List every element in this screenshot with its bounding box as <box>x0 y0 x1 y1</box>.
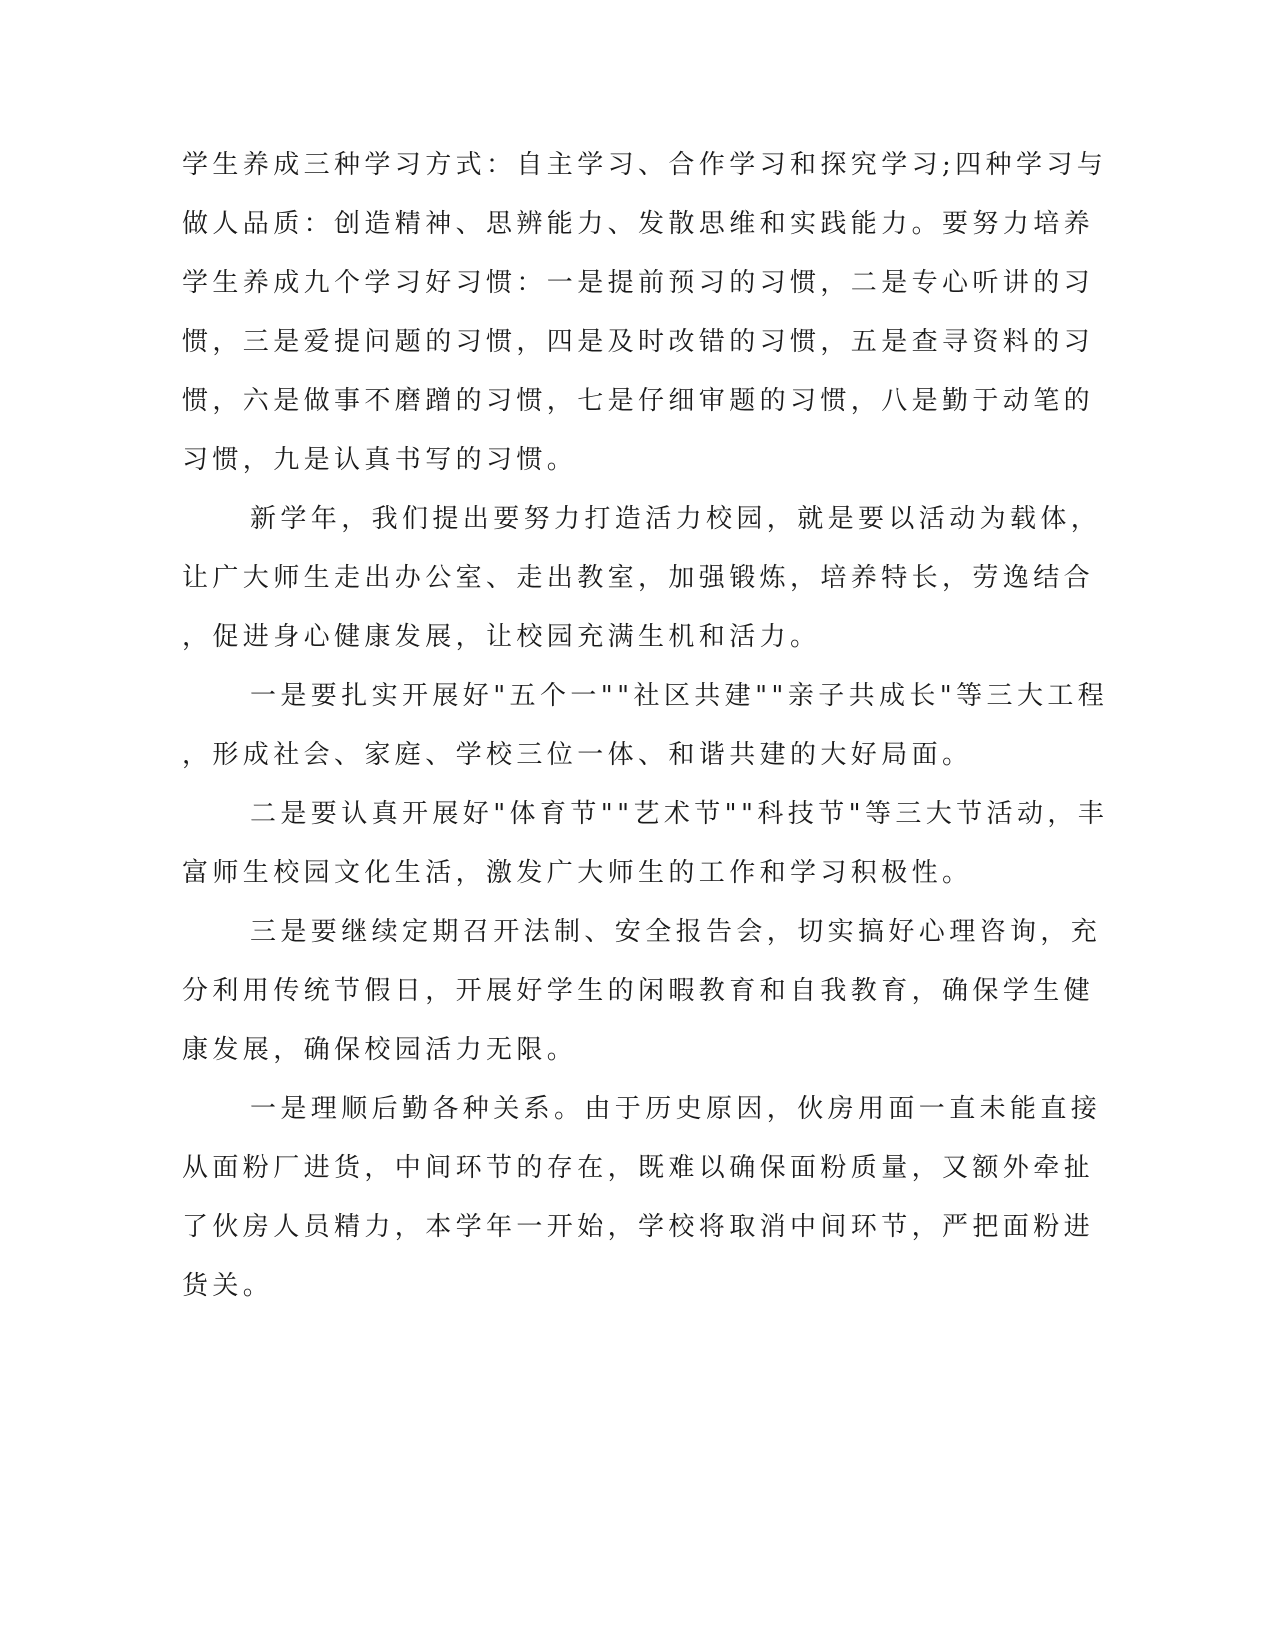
text-line: 学生养成九个学习好习惯：一是提前预习的习惯，二是专心听讲的习 <box>182 268 1095 298</box>
text-line: 惯，三是爱提问题的习惯，四是及时改错的习惯，五是查寻资料的习 <box>182 327 1095 357</box>
text-line: 惯，六是做事不磨蹭的习惯，七是仔细审题的习惯，八是勤于动笔的 <box>182 386 1095 416</box>
text-line: 了伙房人员精力，本学年一开始，学校将取消中间环节，严把面粉进 <box>182 1212 1095 1242</box>
paragraph-logistics <box>182 1080 1102 1316</box>
text-line: 新学年，我们提出要努力打造活力校园，就是要以活动为载体， <box>250 504 1102 534</box>
paragraph-active-campus <box>182 490 1102 667</box>
text-line: 让广大师生走出办公室、走出教室，加强锻炼，培养特长，劳逸结合 <box>182 563 1095 593</box>
text-line: 富师生校园文化生活，激发广大师生的工作和学习积极性。 <box>182 858 973 888</box>
text-line: ，促进身心健康发展，让校园充满生机和活力。 <box>182 622 821 652</box>
document-body <box>182 136 1109 1316</box>
text-line: 一是理顺后勤各种关系。由于历史原因，伙房用面一直未能直接 <box>250 1094 1102 1124</box>
text-line: 从面粉厂进货，中间环节的存在，既难以确保面粉质量，又额外牵扯 <box>182 1153 1095 1183</box>
paragraph-three-projects <box>182 667 1109 785</box>
text-line: 分利用传统节假日，开展好学生的闲暇教育和自我教育，确保学生健 <box>182 976 1095 1006</box>
paragraph-learning-habits <box>182 136 1108 490</box>
paragraph-safety-reports <box>182 903 1102 1080</box>
text-line: 做人品质：创造精神、思辨能力、发散思维和实践能力。要努力培养 <box>182 209 1095 239</box>
paragraph-three-festivals <box>182 785 1109 903</box>
text-line: 一是要扎实开展好"五个一""社区共建""亲子共成长"等三大工程 <box>250 681 1109 711</box>
text-line: 二是要认真开展好"体育节""艺术节""科技节"等三大节活动，丰 <box>250 799 1109 829</box>
text-line: ，形成社会、家庭、学校三位一体、和谐共建的大好局面。 <box>182 740 973 770</box>
text-line: 康发展，确保校园活力无限。 <box>182 1035 578 1065</box>
text-line: 三是要继续定期召开法制、安全报告会，切实搞好心理咨询，充 <box>250 917 1102 947</box>
text-line: 习惯，九是认真书写的习惯。 <box>182 445 578 475</box>
text-line: 学生养成三种学习方式：自主学习、合作学习和探究学习;四种学习与 <box>182 150 1108 180</box>
text-line: 货关。 <box>182 1271 274 1301</box>
